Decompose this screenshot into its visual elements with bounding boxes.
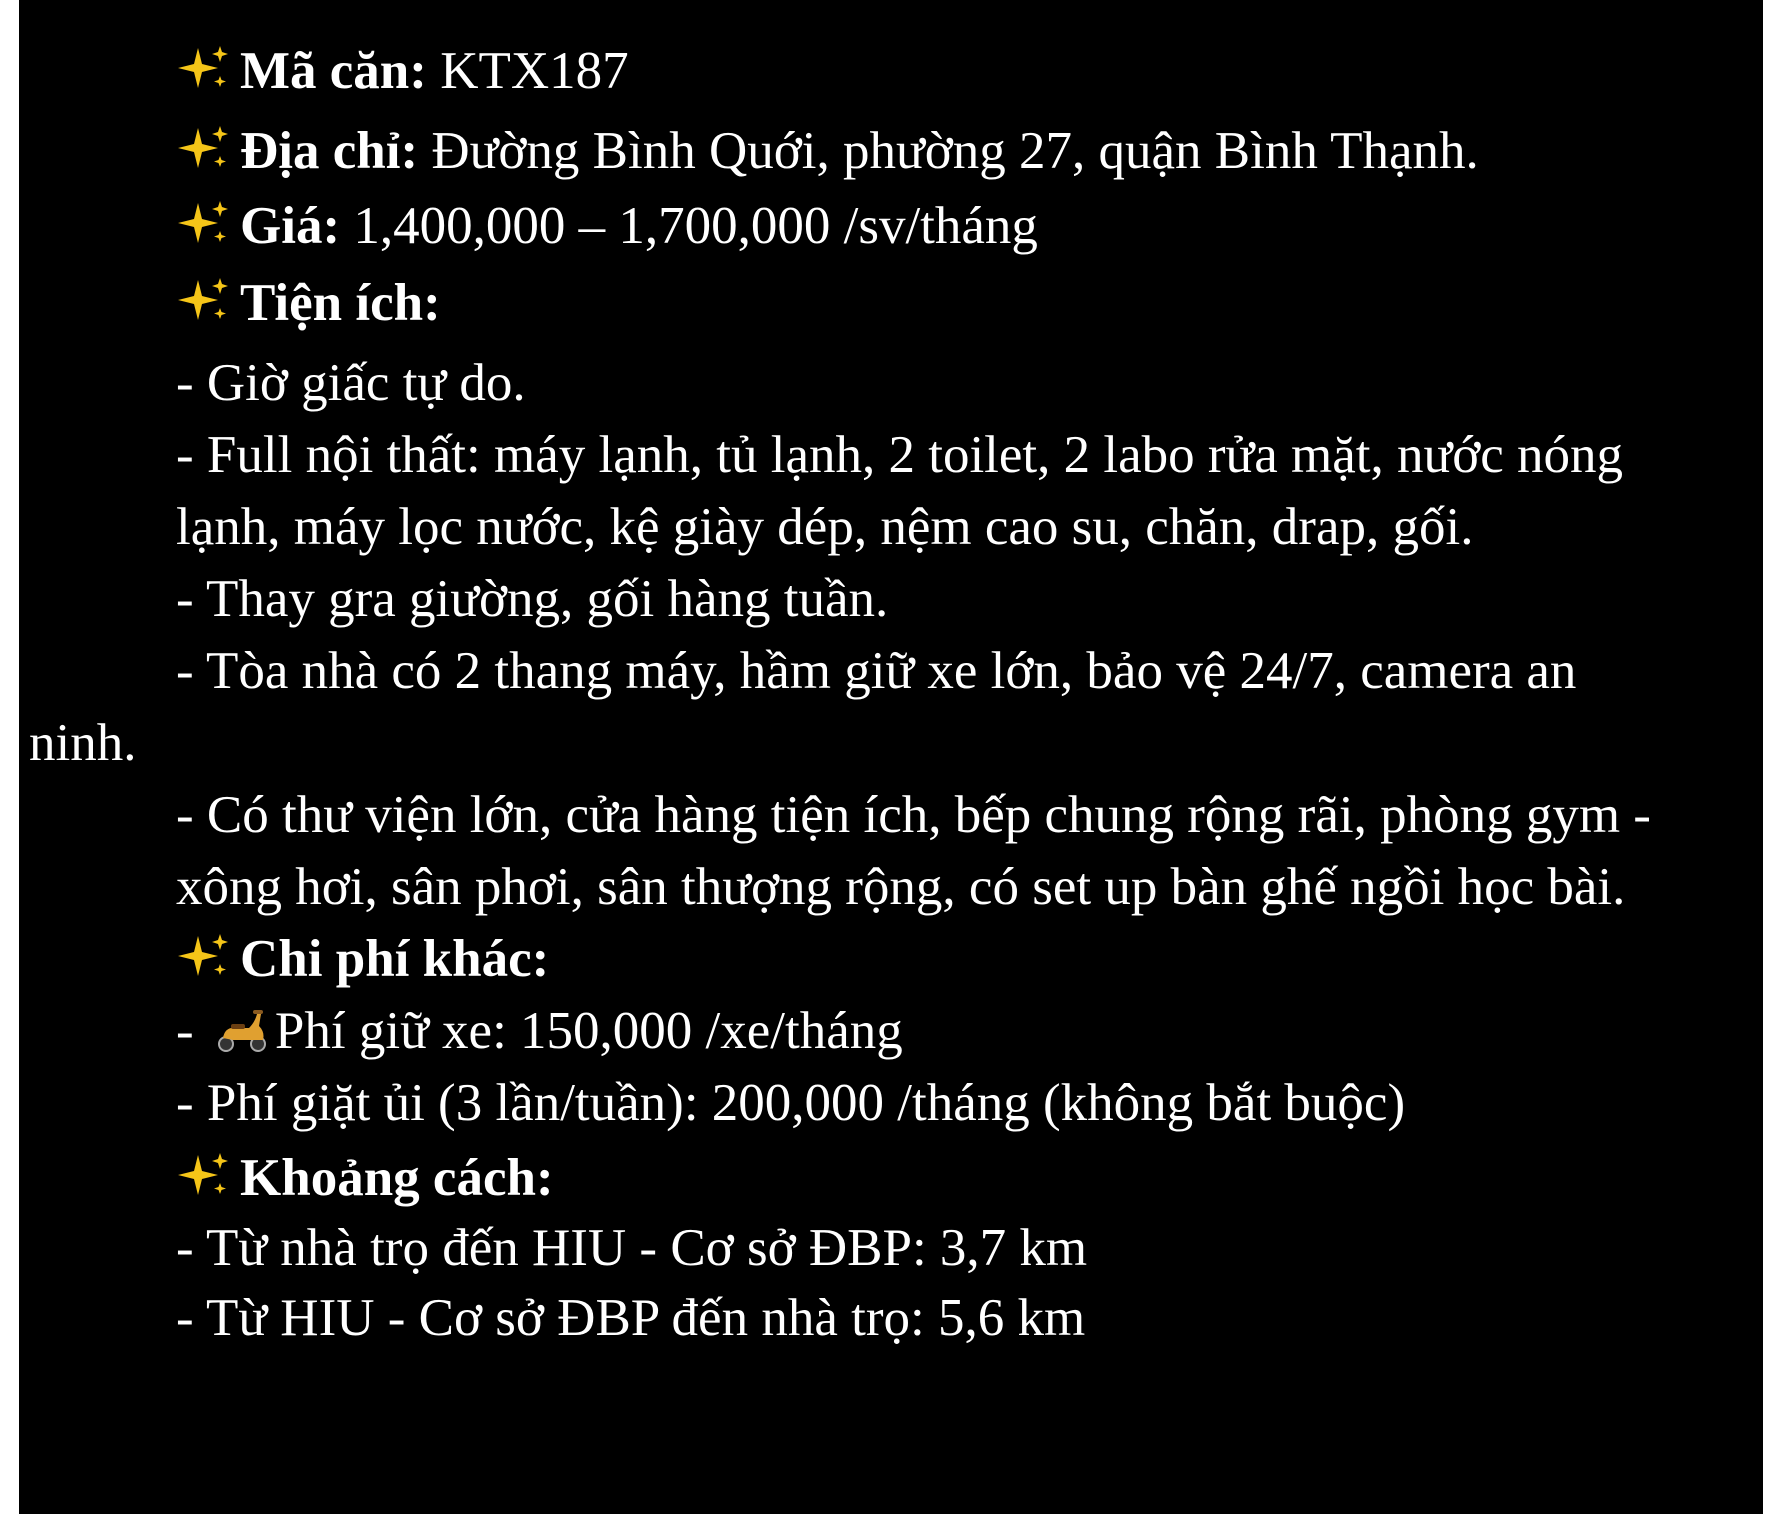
amenity-item-continuation: ninh. (29, 714, 137, 772)
distance-heading (176, 1138, 1736, 1208)
amenity-item: - Tòa nhà có 2 thang máy, hầm giữ xe lớn, bảo vệ 24/7, camera an (176, 642, 1577, 700)
amenity-item: lạnh, máy lọc nước, kệ giày dép, nệm cao su, chăn, drap, gối. (176, 498, 1474, 556)
room-code-value: KTX187 (426, 42, 629, 100)
listing-content (29, 31, 1736, 1348)
sparkles-icon (176, 1151, 232, 1201)
amenity-item: - Giờ giấc tự do. (176, 354, 526, 412)
price-line (176, 186, 1736, 263)
price-label: Giá: (240, 197, 341, 255)
listing-panel (19, 0, 1763, 1514)
sparkles-icon (176, 199, 232, 249)
sparkles-icon (176, 124, 232, 174)
address-value: Đường Bình Quới, phường 27, quận Bình Thạnh. (418, 122, 1479, 180)
sparkles-icon (176, 276, 232, 326)
room-code-line (176, 31, 1736, 111)
other-fees-label: Chi phí khác: (240, 930, 550, 988)
price-value: 1,400,000 – 1,700,000 /sv/tháng (340, 197, 1038, 255)
distance-label: Khoảng cách: (240, 1149, 554, 1207)
parking-fee-prefix: - (176, 1002, 207, 1060)
room-code-label: Mã căn: (240, 42, 427, 100)
address-label: Địa chỉ: (240, 122, 419, 180)
amenity-item: - Có thư viện lớn, cửa hàng tiện ích, bếp chung rộng rãi, phòng gym - (176, 786, 1651, 844)
amenity-item: xông hơi, sân phơi, sân thượng rộng, có set up bàn ghế ngồi học bài. (176, 858, 1626, 916)
amenity-item: - Thay gra giường, gối hàng tuần. (176, 570, 889, 628)
parking-fee-line (176, 991, 1736, 1063)
amenities-heading (176, 263, 1736, 343)
laundry-fee-line: - Phí giặt ủi (3 lần/tuần): 200,000 /tháng (không bắt buộc) (176, 1074, 1406, 1132)
amenities-label: Tiện ích: (240, 274, 441, 332)
other-fees-heading (176, 919, 1736, 991)
address-line (176, 111, 1736, 186)
sparkles-icon (176, 44, 232, 94)
parking-fee-text: Phí giữ xe: 150,000 /xe/tháng (274, 1002, 903, 1060)
sparkles-icon (176, 932, 232, 982)
motor-scooter-icon (215, 1004, 269, 1054)
distance-item: - Từ nhà trọ đến HIU - Cơ sở ĐBP: 3,7 km (176, 1219, 1088, 1277)
distance-item: - Từ HIU - Cơ sở ĐBP đến nhà trọ: 5,6 km (176, 1289, 1086, 1347)
amenity-item: - Full nội thất: máy lạnh, tủ lạnh, 2 toilet, 2 labo rửa mặt, nước nóng (176, 426, 1624, 484)
